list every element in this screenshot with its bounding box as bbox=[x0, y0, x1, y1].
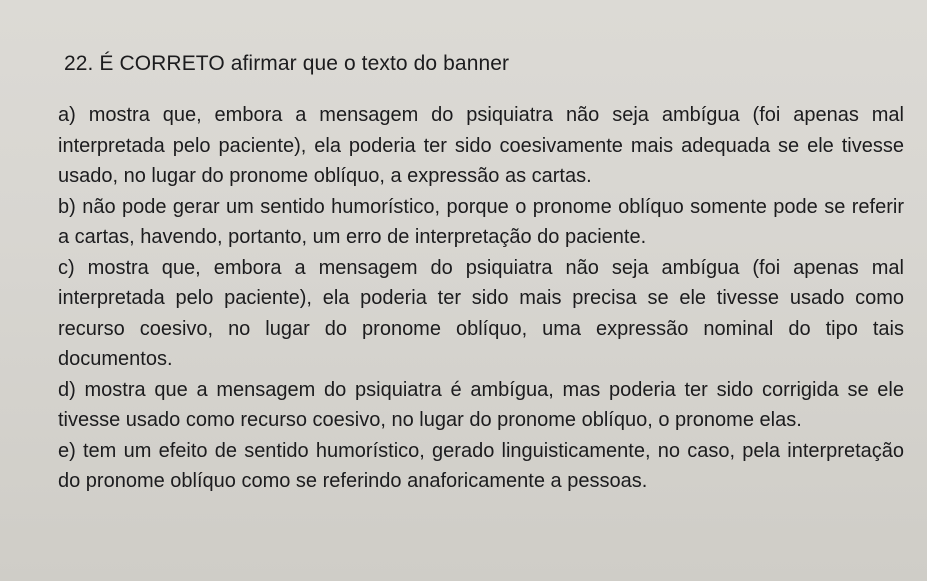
question-title: 22. É CORRETO afirmar que o texto do banner bbox=[64, 52, 510, 75]
option-c: c) mostra que, embora a mensagem do psiquiatra não seja ambígua (foi apenas mal interpretada pelo paciente), ela poderia ter sido mais precisa se ele tivesse usado como recurso coesivo, no lugar do pronome oblíquo, uma expressão nominal do tipo tais documentos. bbox=[58, 256, 904, 370]
answer-options bbox=[58, 100, 904, 497]
option-b: b) não pode gerar um sentido humorístico, porque o pronome oblíquo somente pode se referir a cartas, havendo, portanto, um erro de interpretação do paciente. bbox=[58, 195, 904, 248]
option-a: a) mostra que, embora a mensagem do psiquiatra não seja ambígua (foi apenas mal interpretada pelo paciente), ela poderia ter sido coesivamente mais adequada se ele tivesse usado, no lugar do pronome oblíquo, a expressão as cartas. bbox=[58, 104, 904, 187]
option-d: d) mostra que a mensagem do psiquiatra é ambígua, mas poderia ter sido corrigida se ele tivesse usado como recurso coesivo, no lugar do pronome oblíquo, o pronome elas. bbox=[58, 378, 904, 431]
option-e: e) tem um efeito de sentido humorístico, gerado linguisticamente, no caso, pela interpretação do pronome oblíquo como se referindo anaforicamente a pessoas. bbox=[58, 439, 904, 492]
